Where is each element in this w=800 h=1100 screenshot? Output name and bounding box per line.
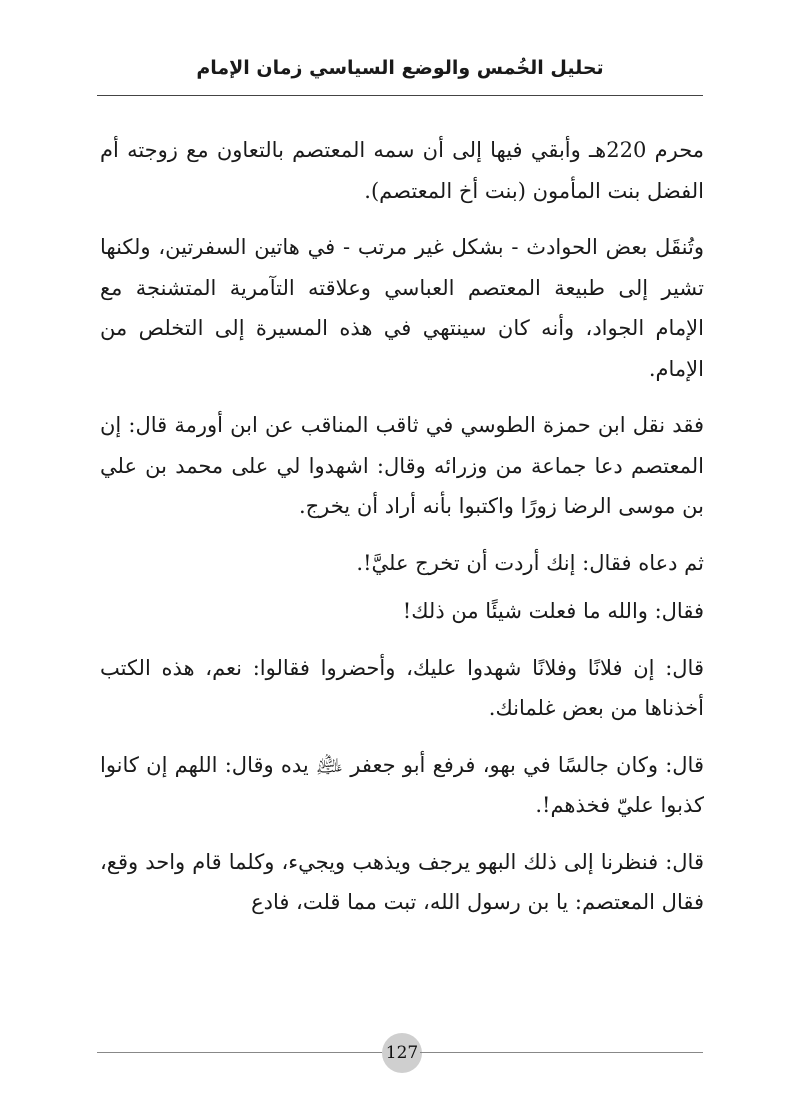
paragraph: فقد نقل ابن حمزة الطوسي في ثاقب المناقب عن ابن أورمة قال: إن المعتصم دعا جماعة من وزرائه وقال: اشهدوا لي على محمد بن علي بن موسى الرضا زورًا واكتبوا بأنه أراد أن يخرج. (100, 413, 704, 518)
page-number: 127 (382, 1033, 422, 1073)
paragraph: محرم 220هـ وأبقي فيها إلى أن سمه المعتصم بالتعاون مع زوجته أم الفضل بنت المأمون (بنت أخ المعتصم). (100, 138, 704, 203)
running-header: تحليل الخُمس والوضع السياسي زمان الإمام (196, 57, 604, 79)
paragraph: ثم دعاه فقال: إنك أردت أن تخرج عليَّ!. (356, 550, 704, 575)
paragraph: فقال: والله ما فعلت شيئًا من ذلك! (402, 599, 704, 623)
footer-rule-left (97, 1052, 382, 1053)
body-text (100, 130, 704, 939)
footer-rule-right (420, 1052, 703, 1053)
paragraph: قال: إن فلانًا وفلانًا شهدوا عليك، وأحضروا فقالوا: نعم، هذه الكتب أخذناها من بعض غلمانك. (100, 655, 704, 720)
paragraph: قال: فنظرنا إلى ذلك البهو يرجف ويذهب ويجيء، وكلما قام واحد وقع، فقال المعتصم: يا بن رسول الله، تبت مما قلت، فادع (100, 849, 704, 914)
header-rule (97, 95, 703, 96)
paragraph: وتُنقَل بعض الحوادث - بشكل غير مرتب - في هاتين السفرتين، ولكنها تشير إلى طبيعة المعتصم العباسي وعلاقته التآمرية المتشنجة مع الإمام الجواد، وأنه كان سينتهي في هذه المسيرة إلى التخلص من الإمام. (100, 235, 704, 381)
paragraph: قال: وكان جالسًا في بهو، فرفع أبو جعفر ﵇ يده وقال: اللهم إن كانوا كذبوا عليّ فخذهم!. (100, 752, 704, 817)
